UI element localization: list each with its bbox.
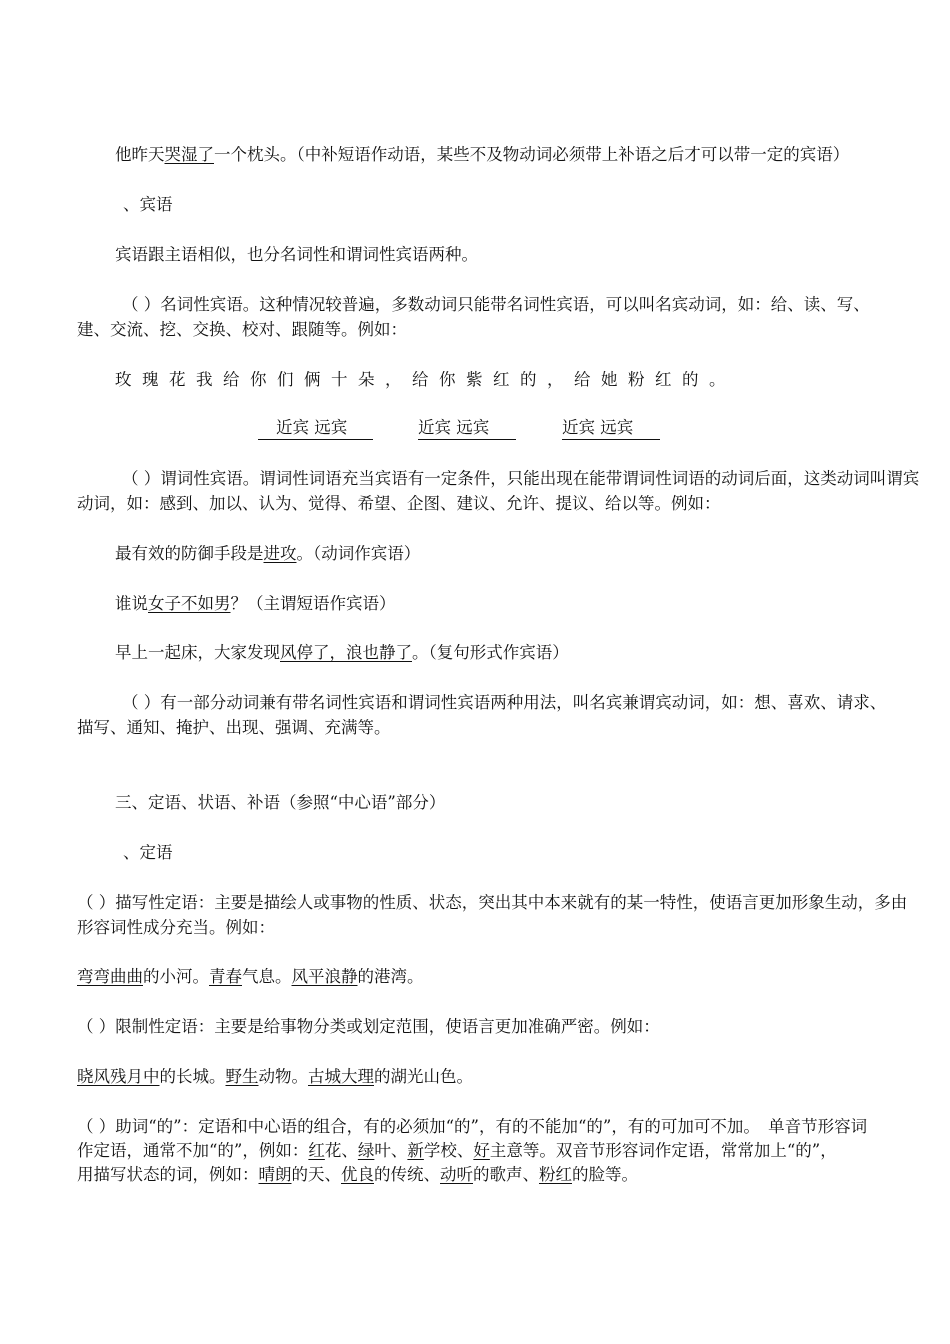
text: 的小河。 bbox=[143, 967, 209, 986]
paragraph-descriptive-attr-line2: 形容词性成分充当。例如： bbox=[77, 918, 275, 937]
underlined-word: 晴朗 bbox=[258, 1165, 292, 1184]
paragraph-predicative-object-line2: 动词，如：感到、加以、认为、觉得、希望、企图、建议、允许、提议、给以等。例如： bbox=[77, 494, 721, 513]
section-heading-3: 三、定语、状语、补语（参照“中心语”部分） bbox=[115, 793, 446, 812]
example-women bbox=[115, 592, 396, 616]
heading-binyu: 、宾语 bbox=[123, 195, 173, 214]
object-pair-2 bbox=[418, 416, 516, 440]
example-wind bbox=[115, 641, 569, 665]
underlined-word: 优良 bbox=[341, 1165, 374, 1184]
paragraph-particle-de-line2 bbox=[77, 1139, 837, 1163]
text: 一个枕头。（中补短语作动语，某些不及物动词必须带上补语之后才可以带一定的宾语） bbox=[214, 145, 850, 164]
text: 他昨天 bbox=[115, 145, 165, 164]
underlined-word: 动听 bbox=[440, 1165, 473, 1184]
underlined-phrase: 进攻 bbox=[263, 544, 297, 563]
heading-dingyu: 、定语 bbox=[123, 843, 173, 862]
paragraph-restrictive-attr: （ ）限制性定语：主要是给事物分类或划定范围，使语言更加准确严密。例如： bbox=[77, 1017, 660, 1036]
example-rose-sentence: 玫瑰花我给你们俩十朵，给你紫红的，给她粉红的。 bbox=[115, 370, 736, 389]
text: 早上一起床，大家发现 bbox=[115, 643, 280, 662]
underlined-word: 好 bbox=[473, 1141, 490, 1160]
text: 的湖光山色。 bbox=[374, 1067, 473, 1086]
text: 叶、 bbox=[374, 1141, 408, 1160]
text: 。（复句形式作宾语） bbox=[412, 643, 569, 662]
text: 用描写状态的词，例如： bbox=[77, 1165, 259, 1184]
text: 谁说 bbox=[115, 594, 148, 613]
example-descriptive-attrs bbox=[77, 965, 424, 989]
underlined-phrase: 女子不如男 bbox=[148, 594, 231, 613]
paragraph-binyu-intro: 宾语跟主语相似，也分名词性和谓词性宾语两种。 bbox=[115, 245, 478, 264]
paragraph-predicative-object-line1: （ ）谓词性宾语。谓词性词语充当宾语有一定条件，只能出现在能带谓词性词语的动词后面，这类动词叫谓宾 bbox=[122, 469, 920, 488]
underlined-phrase: 哭湿了 bbox=[164, 145, 214, 164]
underlined-phrase: 野生 bbox=[225, 1067, 259, 1086]
underlined-phrase: 风平浪静 bbox=[291, 967, 358, 986]
text: 最有效的防御手段是 bbox=[115, 544, 264, 563]
underlined-phrase: 弯弯曲曲 bbox=[77, 967, 143, 986]
object-pair-1 bbox=[258, 416, 373, 440]
paragraph-particle-de-line3 bbox=[77, 1163, 638, 1187]
underlined-word: 绿 bbox=[357, 1141, 375, 1160]
paragraph-dual-verbs-line1: （ ）有一部分动词兼有带名词性宾语和谓词性宾语两种用法，叫名宾兼谓宾动词，如：想、喜欢、请求、 bbox=[122, 693, 887, 712]
text: 。（动词作宾语） bbox=[296, 544, 421, 563]
paragraph-descriptive-attr-line1: （ ）描写性定语：主要是描绘人或事物的性质、状态，突出其中本来就有的某一特性，使语言更加形象生动，多由 bbox=[77, 893, 908, 912]
pair-label: 近宾 远宾 bbox=[418, 417, 516, 440]
text: 作定语，通常不加“的”，例如： bbox=[77, 1141, 309, 1160]
text: 动物。 bbox=[258, 1067, 308, 1086]
pair-label: 近宾 远宾 bbox=[562, 417, 660, 440]
object-pair-3 bbox=[562, 416, 660, 440]
text: 的歌声、 bbox=[473, 1165, 539, 1184]
underlined-word: 新 bbox=[407, 1141, 424, 1160]
underlined-phrase: 风停了，浪也静了 bbox=[280, 643, 412, 662]
example-restrictive-attrs bbox=[77, 1065, 473, 1089]
paragraph-nominal-object-line2: 建、交流、挖、交换、校对、跟随等。例如： bbox=[77, 320, 407, 339]
text: 的长城。 bbox=[159, 1067, 226, 1086]
text: 的脸等。 bbox=[572, 1165, 638, 1184]
underlined-phrase: 古城大理 bbox=[308, 1067, 374, 1086]
paragraph-particle-de-line1: （ ）助词“的”：定语和中心语的组合，有的必须加“的”，有的不能加“的”，有的可加可不加。 单音节形容词 bbox=[77, 1117, 868, 1136]
underlined-word: 红 bbox=[308, 1141, 325, 1160]
underlined-phrase: 晓风残月中 bbox=[77, 1067, 160, 1086]
text: 花、 bbox=[324, 1141, 358, 1160]
text: ？（主谓短语作宾语） bbox=[230, 594, 396, 613]
underlined-word: 粉红 bbox=[539, 1165, 572, 1184]
text: 主意等。双音节形容词作定语，常常加上“的”， bbox=[489, 1141, 837, 1160]
paragraph-nominal-object-line1: （ ）名词性宾语。这种情况较普遍，多数动词只能带名词性宾语，可以叫名宾动词，如：给、读、写、 bbox=[122, 295, 870, 314]
pair-label: 近宾 远宾 bbox=[258, 417, 373, 440]
text: 的港湾。 bbox=[357, 967, 424, 986]
paragraph-dual-verbs-line2: 描写、通知、掩护、出现、强调、充满等。 bbox=[77, 718, 391, 737]
text: 的天、 bbox=[291, 1165, 341, 1184]
text: 气息。 bbox=[242, 967, 292, 986]
text: 的传统、 bbox=[374, 1165, 440, 1184]
example-line-weeping bbox=[115, 143, 849, 167]
text: 学校、 bbox=[423, 1141, 474, 1160]
underlined-phrase: 青春 bbox=[209, 967, 242, 986]
example-defense bbox=[115, 542, 420, 566]
